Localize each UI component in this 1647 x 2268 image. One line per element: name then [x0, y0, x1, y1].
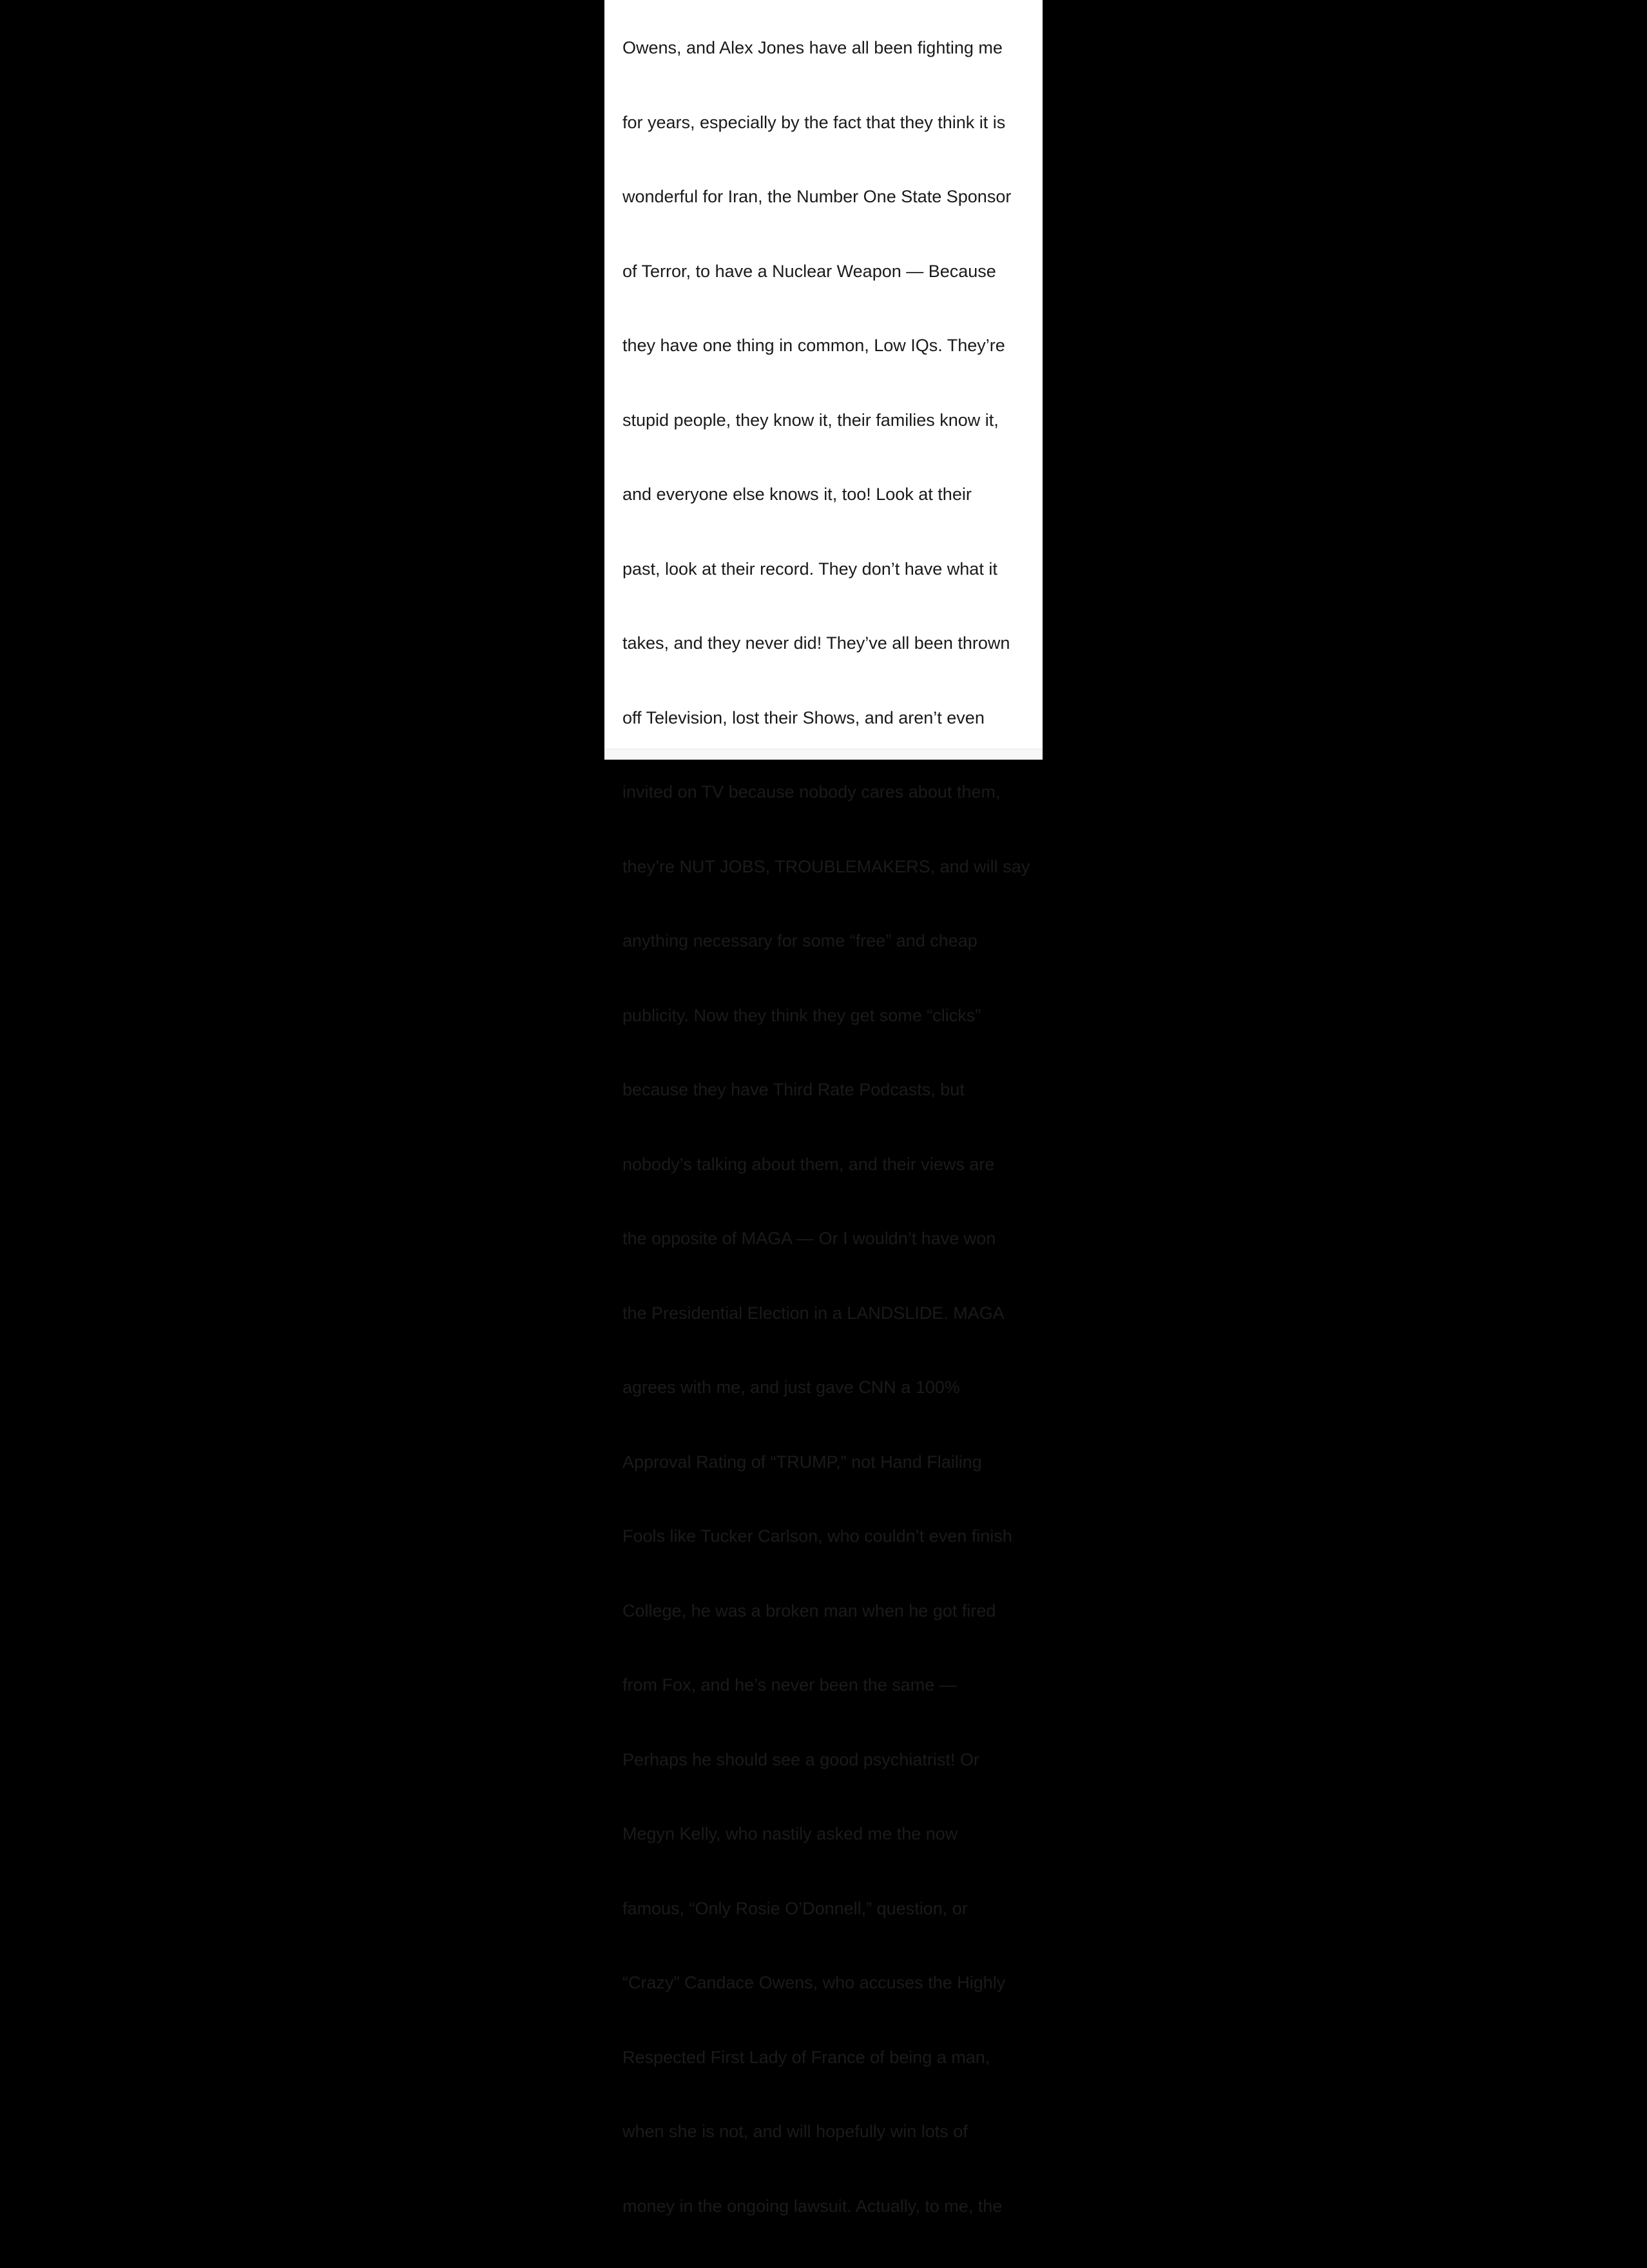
- post-text-line: Approval Rating of “TRUMP,” not Hand Flailing: [622, 1452, 982, 1472]
- post-text-line: College, he was a broken man when he got fired: [622, 1600, 996, 1620]
- post-text-line: takes, and they never did! They’ve all been thrown: [622, 633, 1010, 653]
- post-text-line: nobody’s talking about them, and their views are: [622, 1154, 995, 1174]
- post-text-line: of Terror, to have a Nuclear Weapon — Because: [622, 261, 996, 281]
- post-text-line: Perhaps he should see a good psychiatrist! Or: [622, 1749, 979, 1769]
- post-text-line: stupid people, they know it, their families know it,: [622, 410, 999, 430]
- post-text-line: anything necessary for some “free” and cheap: [622, 931, 978, 950]
- post-text-line: they’re NUT JOBS, TROUBLEMAKERS, and will say: [622, 856, 1030, 876]
- post-content-panel[interactable]: [604, 0, 1043, 2216]
- post-text-line: wonderful for Iran, the Number One State Sponsor: [622, 187, 1012, 206]
- post-text-line: and everyone else knows it, too! Look at their: [622, 485, 972, 504]
- post-text-line: agrees with me, and just gave CNN a 100%: [622, 1378, 960, 1397]
- post-text-line: the opposite of MAGA — Or I wouldn’t have won: [622, 1229, 996, 1248]
- post-text-line: invited on TV because nobody cares about them,: [622, 782, 1001, 802]
- post-text-line: when she is not, and will hopefully win lots of: [622, 2122, 968, 2141]
- post-text-line: for years, especially by the fact that they think it is: [622, 112, 1006, 132]
- post-text-line: money in the ongoing lawsuit. Actually, to me, the: [622, 2196, 1003, 2216]
- bottom-divider: [604, 749, 1043, 760]
- post-text-line: publicity. Now they think they get some “clicks”: [622, 1005, 981, 1025]
- post-text-line: the Presidential Election in a LANDSLIDE. MAGA: [622, 1303, 1005, 1323]
- post-text-line: they have one thing in common, Low IQs. They’re: [622, 336, 1005, 355]
- post-text-line: from Fox, and he’s never been the same —: [622, 1675, 957, 1695]
- post-text-line: “Crazy” Candace Owens, who accuses the Highly: [622, 1973, 1006, 1992]
- post-text-line: Fools like Tucker Carlson, who couldn’t even finish: [622, 1526, 1012, 1546]
- post-text-line: Megyn Kelly, who nastily asked me the now: [622, 1824, 958, 1843]
- post-text-line: Respected First Lady of France of being a man,: [622, 2047, 990, 2067]
- post-text-line: off Television, lost their Shows, and aren’t even: [622, 707, 985, 727]
- post-text-line: Owens, and Alex Jones have all been fighting me: [622, 38, 1003, 57]
- post-text-line: past, look at their record. They don’t have what it: [622, 559, 997, 579]
- post-text-line: because they have Third Rate Podcasts, but: [622, 1080, 965, 1099]
- post-text-line: famous, “Only Rosie O’Donnell,” question, or: [622, 1898, 968, 1918]
- post-body-text: [622, 0, 1028, 2268]
